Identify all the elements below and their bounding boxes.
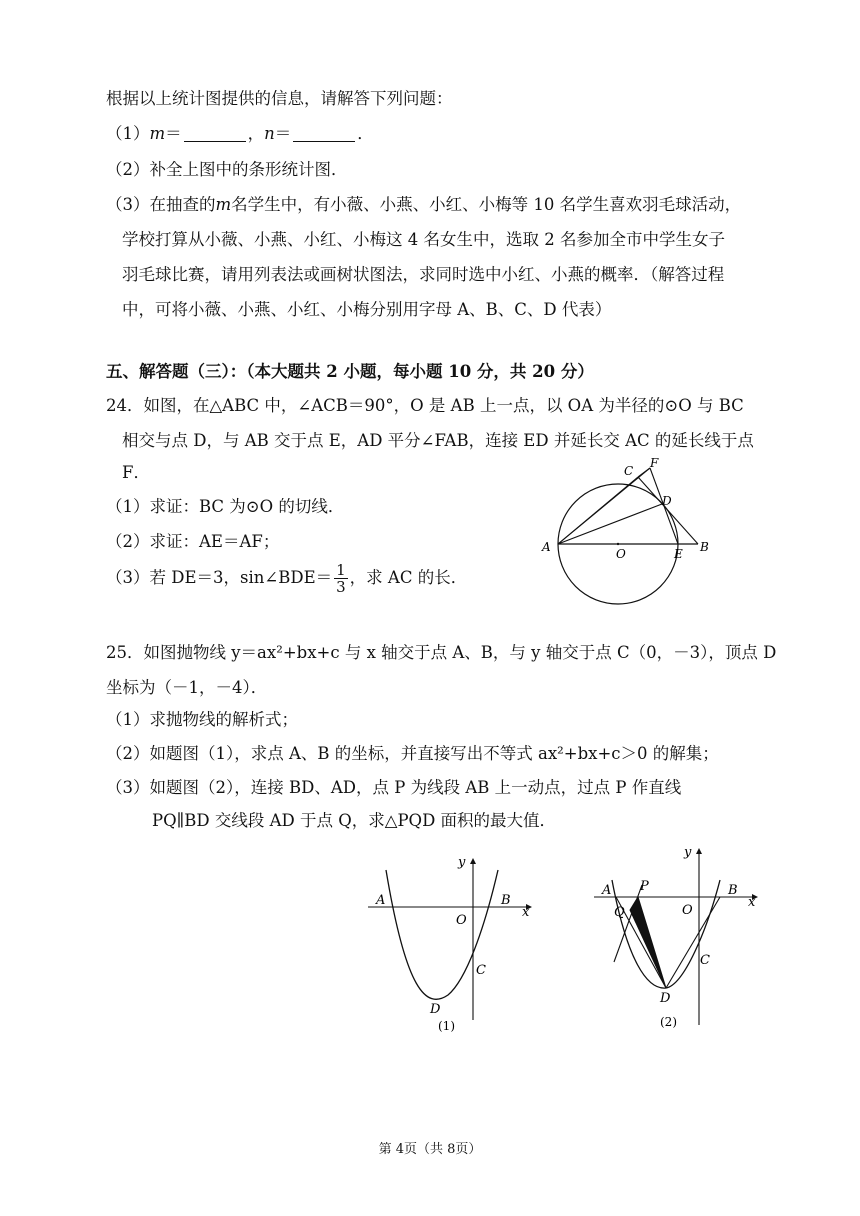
q24-part1: （1）求证：BC 为⊙O 的切线． bbox=[106, 497, 345, 516]
fig2-label-C: C bbox=[700, 953, 710, 968]
label-A: A bbox=[542, 540, 551, 554]
label-C: C bbox=[624, 464, 634, 478]
fig1-label-y: y bbox=[458, 855, 466, 870]
q25-figure-2 bbox=[592, 840, 772, 1035]
page-footer: 第 4页（共 8页） bbox=[378, 1142, 482, 1157]
numerator: 1 bbox=[336, 561, 346, 579]
q23-part3-line3: 羽毛球比赛，请用列表法或画树状图法，求同时选中小红、小燕的概率．（解答过程 bbox=[122, 265, 725, 284]
fig1-label-B: B bbox=[501, 893, 511, 908]
equals: ＝ bbox=[274, 124, 292, 143]
fig1-label-O: O bbox=[456, 913, 467, 928]
q23-part3-line1 bbox=[106, 194, 741, 216]
var-m: m bbox=[215, 195, 232, 214]
fig2-caption: (2) bbox=[660, 1015, 677, 1029]
answer-blank-n[interactable] bbox=[293, 125, 355, 142]
q25-figure-1 bbox=[366, 850, 546, 1035]
q23-part2: （2）补全上图中的条形统计图． bbox=[106, 160, 348, 179]
q24-line1: 24．如图，在△ABC 中，∠ACB＝90°，O 是 AB 上一点，以 OA 为半径的⊙O 与 BC bbox=[106, 396, 744, 415]
fig2-label-D: D bbox=[660, 991, 671, 1006]
q25-part3-line2: PQ∥BD 交线段 AD 于点 Q，求△PQD 面积的最大值． bbox=[152, 811, 557, 830]
q25-line1: 25．如图抛物线 y＝ax²+bx+c 与 x 轴交于点 A、B，与 y 轴交于点 C（0，－3），顶点 D bbox=[106, 643, 777, 662]
text: ，求 AC 的长． bbox=[349, 568, 468, 587]
label-O: O bbox=[616, 547, 626, 561]
label-E: E bbox=[674, 547, 683, 561]
fig2-label-O: O bbox=[682, 903, 693, 918]
q23-part3-line2: 学校打算从小薇、小燕、小红、小梅这 4 名女生中，选取 2 名参加全市中学生女子 bbox=[122, 230, 725, 249]
text: （3）在抽查的 bbox=[106, 195, 216, 214]
section-heading: 五、解答题（三）：（本大题共 2 小题，每小题 10 分，共 20 分） bbox=[106, 362, 594, 381]
fig2-label-B: B bbox=[728, 883, 738, 898]
fig1-label-A: A bbox=[376, 893, 386, 908]
answer-blank-m[interactable] bbox=[184, 125, 246, 142]
label-F: F bbox=[650, 456, 659, 470]
fig2-label-Q: Q bbox=[614, 905, 625, 920]
label-D: D bbox=[662, 494, 672, 508]
equals: ＝ bbox=[165, 124, 182, 143]
var-n: n bbox=[264, 124, 275, 143]
fig2-label-P: P bbox=[640, 879, 649, 894]
fig1-label-D: D bbox=[430, 1002, 441, 1017]
text: 名学生中，有小薇、小燕、小红、小梅等 10 名学生喜欢羽毛球活动， bbox=[231, 195, 742, 214]
var-m: m bbox=[149, 124, 166, 143]
q25-line2: 坐标为（－1，－4）． bbox=[106, 678, 268, 697]
q25-part3-line1: （3）如题图（2），连接 BD、AD，点 P 为线段 AB 上一动点，过点 P 作直线 bbox=[106, 778, 682, 797]
q25-part1: （1）求抛物线的解析式； bbox=[106, 710, 298, 729]
fig2-label-A: A bbox=[602, 883, 612, 898]
q24-line3: F． bbox=[122, 463, 150, 482]
denominator: 3 bbox=[336, 578, 346, 596]
q24-line2: 相交与点 D，与 AB 交于点 E，AD 平分∠FAB，连接 ED 并延长交 AC 的延长线于点 bbox=[122, 431, 754, 450]
intro-text: 根据以上统计图提供的信息，请解答下列问题： bbox=[106, 89, 453, 108]
part-number: （1） bbox=[106, 124, 150, 143]
fig1-label-x: x bbox=[522, 905, 530, 920]
q25-part2: （2）如题图（1），求点 A、B 的坐标，并直接写出不等式 ax²+bx+c＞0 的解集； bbox=[106, 744, 719, 763]
q24-circle-figure bbox=[540, 455, 720, 610]
fig2-label-x: x bbox=[748, 895, 756, 910]
q23-part3-line4: 中，可将小薇、小燕、小红、小梅分别用字母 A、B、C、D 代表） bbox=[122, 300, 612, 319]
fig1-caption: (1) bbox=[438, 1019, 455, 1033]
q24-part2: （2）求证：AE＝AF； bbox=[106, 532, 280, 551]
fig2-label-y: y bbox=[684, 845, 692, 860]
label-B: B bbox=[700, 540, 709, 554]
q23-part1 bbox=[106, 123, 374, 145]
text: （3）若 DE＝3，sin∠BDE＝ bbox=[106, 568, 333, 587]
fraction-one-third bbox=[334, 562, 348, 595]
q24-part3 bbox=[106, 561, 467, 595]
period: ． bbox=[357, 124, 374, 143]
fig1-label-C: C bbox=[476, 963, 486, 978]
comma: ， bbox=[247, 124, 265, 143]
